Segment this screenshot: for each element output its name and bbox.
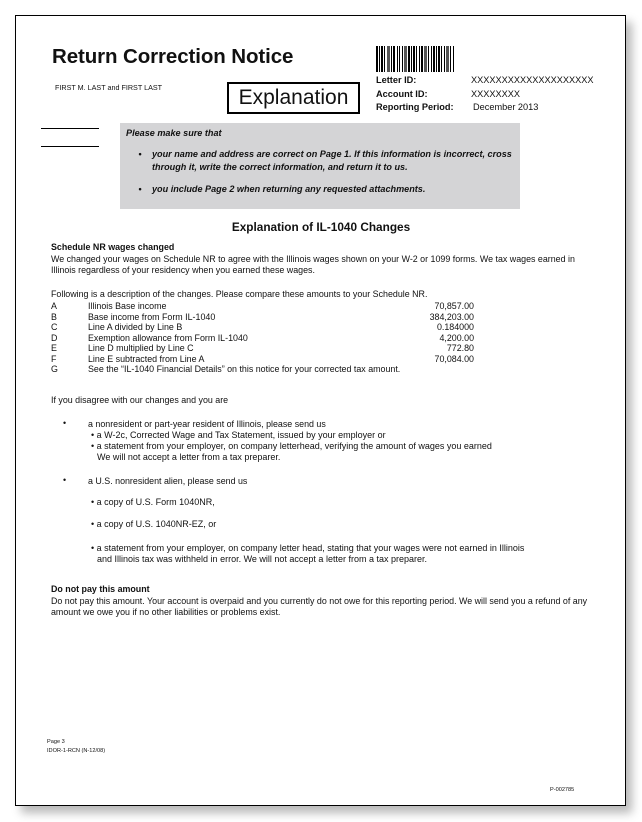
table-row — [51, 364, 474, 375]
notice-bullet-text: you include Page 2 when returning any requested attachments. — [152, 184, 426, 194]
account-id-label: Account ID: — [376, 88, 428, 99]
account-id-value: XXXXXXXX — [471, 88, 521, 99]
line-value: 70,084.00 — [434, 353, 474, 364]
bullet-icon: • — [138, 184, 142, 194]
line-desc: Base income from Form IL-1040 — [88, 311, 216, 322]
bullet-icon: • — [138, 149, 142, 159]
disagree-item-continued: and Illinois tax was withheld in error. We will not accept a letter from a tax preparer. — [97, 554, 427, 564]
taxpayer-names: FIRST M. LAST and FIRST LAST — [55, 83, 163, 92]
line-value: 384,203.00 — [429, 311, 474, 322]
line-key: E — [51, 343, 57, 353]
table-row — [51, 301, 474, 312]
section-heading: Explanation of IL-1040 Changes — [231, 220, 411, 234]
line-desc: Illinois Base income — [88, 301, 167, 311]
disagree-group-lead: a nonresident or part-year resident of Illinois, please send us — [88, 419, 326, 429]
line-value: 0.184000 — [436, 322, 474, 332]
bullet-icon: • — [63, 418, 67, 428]
table-row — [51, 333, 474, 344]
line-value: 772.80 — [446, 343, 474, 353]
disagree-item-text: a copy of U.S. 1040NR-EZ, or — [96, 519, 217, 529]
disagree-item: • a statement from your employer, on company letter head, stating that your wages were not earned in Illinois — [91, 543, 525, 553]
reporting-period-label: Reporting Period: — [376, 102, 454, 112]
disagree-group-lead: a U.S. nonresident alien, please send us — [88, 476, 248, 486]
account-id-row — [376, 88, 594, 102]
reporting-period-value: December 2013 — [473, 102, 539, 112]
form-id: IDOR-1-RCN (N-12/08) — [47, 747, 106, 754]
notice-bullet — [126, 148, 514, 173]
barcode-icon — [376, 46, 496, 72]
notice-intro: Please make sure that — [126, 128, 222, 138]
line-key: D — [51, 332, 58, 343]
disagree-item-text: a W-2c, Corrected Wage and Tax Statement, issued by your employer or — [96, 430, 386, 440]
disagree-item-text: a statement from your employer, on company letter head, stating that your wages were not earned in Illinois — [96, 543, 525, 553]
line-desc: Line D multiplied by Line C — [88, 343, 194, 353]
disagree-item: • a copy of U.S. Form 1040NR, — [91, 497, 215, 507]
line-value: 70,857.00 — [434, 301, 474, 311]
table-row — [51, 312, 474, 323]
divider-rule — [41, 128, 99, 129]
line-key: F — [51, 353, 57, 364]
notice-bullet-text: your name and address are correct on Page 1. If this information is incorrect, cross through it, write the correct information, and return it to us. — [152, 149, 512, 172]
line-desc: Line A divided by Line B — [88, 322, 183, 332]
footer-left — [47, 738, 105, 755]
table-row — [51, 354, 474, 365]
line-value: 4,200.00 — [439, 332, 474, 343]
line-key: A — [51, 301, 57, 311]
disagree-item: • a W-2c, Corrected Wage and Tax Statement, issued by your employer or — [91, 430, 386, 440]
do-not-pay-title: Do not pay this amount — [51, 584, 150, 594]
schedule-nr-intro: Following is a description of the changes. Please compare these amounts to your Schedule NR. — [51, 289, 428, 299]
disagree-item-text: a copy of U.S. Form 1040NR, — [96, 497, 215, 507]
changes-table — [51, 301, 474, 375]
notice-box — [120, 123, 520, 209]
reporting-period-row — [376, 101, 594, 115]
page-number: Page 3 — [47, 739, 65, 745]
letter-id-label: Letter ID: — [376, 75, 417, 85]
line-desc: Line E subtracted from Line A — [88, 353, 205, 364]
disagree-item-text: a statement from your employer, on company letterhead, verifying the amount of wages you earned — [96, 441, 492, 451]
line-key: G — [51, 364, 58, 374]
letter-id-row — [376, 74, 594, 88]
disagree-item: • a statement from your employer, on company letterhead, verifying the amount of wages you earned — [91, 441, 492, 451]
disagree-intro: If you disagree with our changes and you are — [51, 395, 229, 405]
divider-rule — [41, 146, 99, 147]
disagree-item-continued: We will not accept a letter from a tax preparer. — [97, 452, 281, 462]
notice-bullet — [126, 183, 514, 196]
line-key: B — [51, 311, 57, 322]
section-label-box: Explanation — [227, 82, 360, 114]
table-row — [51, 322, 474, 333]
do-not-pay-paragraph: Do not pay this amount. Your account is overpaid and you currently do not owe for this reporting period. We will send you a refund of any amount we owe you if no other liabilities or problems exist. — [51, 596, 588, 618]
line-key: C — [51, 322, 58, 332]
id-block — [376, 74, 594, 115]
line-desc: Exemption allowance from Form IL-1040 — [88, 332, 248, 343]
schedule-nr-title: Schedule NR wages changed — [51, 242, 175, 252]
bullet-icon: • — [63, 475, 67, 485]
letter-id-value: XXXXXXXXXXXXXXXXXXXX — [471, 75, 594, 85]
notice-title: Return Correction Notice — [52, 45, 294, 68]
table-row — [51, 343, 474, 354]
line-desc: See the “IL-1040 Financial Details” on this notice for your corrected tax amount. — [88, 364, 401, 374]
disagree-item: • a copy of U.S. 1040NR-EZ, or — [91, 519, 217, 529]
schedule-nr-paragraph: We changed your wages on Schedule NR to agree with the Illinois wages shown on your W-2 or 1099 forms. We tax wages earned in Illinois regardless of your residency when you earned these wages. — [51, 254, 575, 276]
document-number: P-002785 — [550, 787, 575, 793]
